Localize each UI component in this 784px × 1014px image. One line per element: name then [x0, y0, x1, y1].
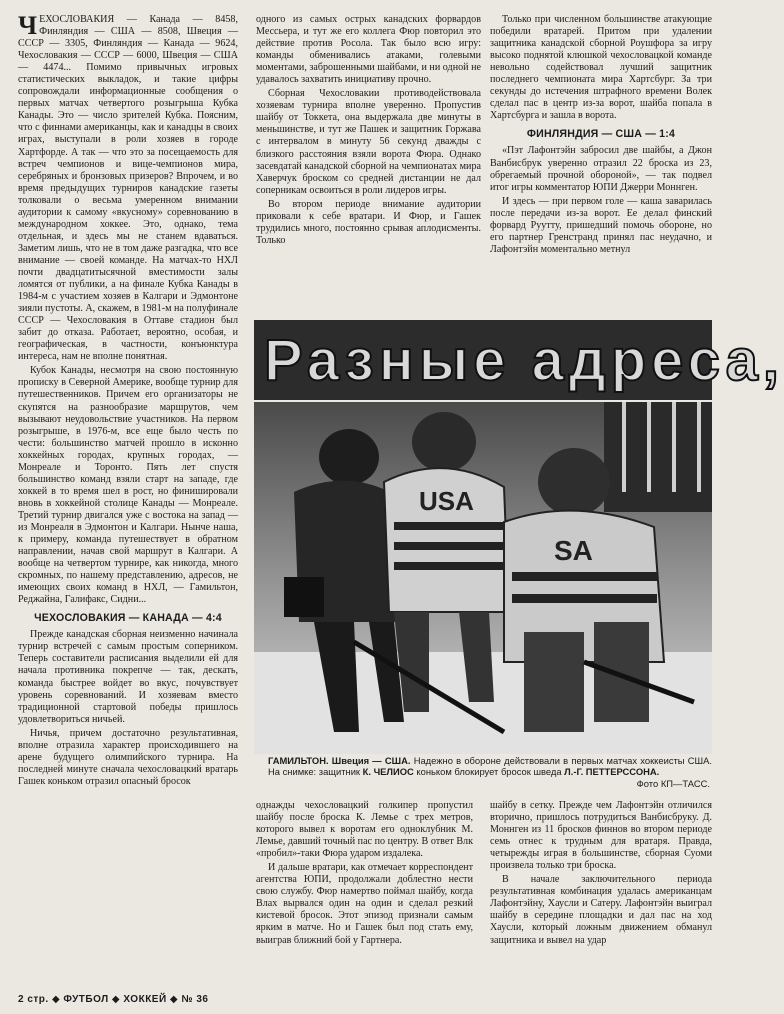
- article-column-4: [256, 800, 473, 994]
- drop-cap: Ч: [18, 11, 38, 40]
- photo-caption: [268, 756, 712, 777]
- paragraph: однажды чехословацкий голкипер пропустил шайбу после броска К. Лемье с трех метров, которого вывел к воротам его одноклубник М. Лемье, давший точный пас по центру. В ответ Влк «пробил»-таки Фюра ударом издалека.: [256, 800, 473, 860]
- paragraph: одного из самых острых канадских форвардов Мессьера, и тут же его коллега Фюр повторил это действие против Росола. Так было всю игру: команды обменивались атаками, голевыми моментами, заброшенными шайбами, и ни одной не удавалось захватить инициативу прочно.: [256, 14, 481, 86]
- caption-text: Надежно в обороне действовали в первых матчах хоккеисты США. На снимке: защитник: [268, 755, 712, 777]
- paragraph: Ничья, причем достаточно результативная, вполне отразила характер происходившего на арене будущего олимпийского турнира. На последней минуте сначала чехословацкий вратарь Гашек коньком отразил опасный бросок: [18, 727, 238, 787]
- page-footer: 2 стр. ◆ ФУТБОЛ ◆ ХОККЕЙ ◆ № 36: [18, 994, 209, 1005]
- svg-text:SA: SA: [554, 535, 593, 566]
- svg-text:USA: USA: [419, 486, 474, 516]
- paragraph: ЕХОСЛОВАКИЯ — Канада — 8458, Финляндия — США — 8508, Швеция — СССР — 3305, Финляндия — Канада — 9624, Чехословакия — СССР — 6000, Швеция — США — 4474... Помимо привычных игровых статистических выкладок, и такие цифры сопровождали информационные сообщения о первых матчах четвертого розыгрыша Кубка Канады. Это — число зрителей Кубка. Поясним, что с финнами американцы, как и канадцы в своих играх, выступали в роли хозяев в городе Хартфорде. А так — что это за посещаемость для встреч чемпионов и вице-чемпионов мира, серебряных и бронзовых призеров? Впрочем, и во время предыдущих турниров канадские газеты толковали о весьма умеренном внимании аудитории к самому «вкусному» соревнованию в международном хоккее. Это, однако, тема отдельная, и здесь мы не станем вдаваться. Заметим лишь, что не в том даже разгадка, что все внимание — своей команде. На матчах-то НХЛ почти двадцатитысячной вместимости залы ломятся от публики, а на финале Кубка Канады в 1984-м с участием хозяев в Калгари и Эдмонтоне зияли пустоты. А, скажем, в 1981-м на полуфинале СССР — Чехословакия в Оттаве стадион был забит до отказа. Работает, вероятно, особая, и географическая, в частности, конъюнктура интереса, нам не вполне понятная.: [18, 14, 238, 363]
- paragraph: В начале заключительного периода результативная комбинация удалась американцам Лафонтэйну, Хаусли и Сатеру. Лафонтэйн выиграл шайбу в середине площадки и дал пас на ход Хаусли, который ложным движением обманул защитника и вывел на удар: [490, 874, 712, 946]
- paragraph: Сборная Чехословакии противодействовала хозяевам турнира вполне уверенно. Пропустив шайбу от Токкета, она выдержала две минуты в меньшинстве, и тут же Пашек и защитник Горжава с интервалом в минуту 56 секунд дважды с близкого расстояния взяли ворота Фюра. Однако засевдатай канадской сборной на чемпионатах мира Хаверчук броском со средней дистанции не дал соперникам освоиться в роли лидеров игры.: [256, 88, 481, 196]
- hockey-photo: [254, 402, 712, 754]
- caption-text: коньком блокирует бросок шведа: [416, 765, 562, 777]
- article-column-1: [18, 11, 238, 992]
- paragraph: Кубок Канады, несмотря на свою постоянную прописку в Северной Америке, вообще турнир для путешественников. Причем его организаторы не скупятся на разнообразие маршрутов, чем вызывают неудовольствие участников. На первом розыгрыше, в 1976-м, все еще было честь по чести: большинство матчей прошло в исконно хоккейных городах, крупных городах, — Монреале и Торонто. Пять лет спустя большинство команд взяли старт на западе, где хоккей в то время шел в рост, но финишировали вновь в хоккейной столице Канады — Монреале. Третий турнир двигался уже с востока на запад — из Монреаля в Эдмонтон и Калгари. Нынче наша, к примеру, команда путешествует в обратном направлении, начав свой маршрут в Калгари. А вообще на четвертом турнире, как никогда, много скромных, по нашему представлению, адресов, не имеющих своих команд в НХЛ, — Гамильтон, Реджайна, Галифакс, Сидни...: [18, 365, 238, 606]
- section-heading: ФИНЛЯНДИЯ — США — 1:4: [526, 128, 676, 141]
- caption-name: К. ЧЕЛИОС: [362, 765, 414, 777]
- section-heading: ЧЕХОСЛОВАКИЯ — КАНАДА — 4:4: [34, 612, 222, 625]
- caption-place: ГАМИЛЬТОН. Швеция — США.: [268, 755, 411, 766]
- paragraph: И здесь — при первом голе — каша заварилась после передачи из-за ворот. Ее делал финский форвард Руутту, пришедший помочь обороне, но его партнер Гренстранд принял пас неудачно, и Лафонтэйн моментально метнул: [490, 195, 712, 255]
- article-column-5: [490, 800, 712, 994]
- article-column-2: [256, 14, 481, 322]
- headline-text: Разные адреса,: [264, 327, 784, 393]
- paragraph: Только при численном большинстве атакующие победили вратарей. Притом при удалении защитника канадской сборной Роушфора за игру высоко поднятой клюшкой чехословацкой команде невольно содействовал лучший защитник последнего чемпионата мира Хартсбург. За три секунды до истечения штрафного времени Волек сделал пас в центр из-за ворот, шайба попала в Хартсбурга и зашла в ворота.: [490, 14, 712, 122]
- caption-name: Л.-Г. ПЕТТЕРССОНА.: [564, 765, 660, 777]
- paragraph: шайбу в сетку. Прежде чем Лафонтэйн отличился вторично, пришлось потрудиться Ванбисбруку. Д. Моннген из 11 бросков финнов во втором периоде семь отнес к трудным для вратаря. Правда, четырежды играя в большинстве, сборная Суоми произвела только три броска.: [490, 800, 712, 872]
- headline-banner: [254, 320, 784, 400]
- paragraph: Во втором периоде внимание аудитории приковали к себе вратари. И Фюр, и Гашек трудились много, постоянно срывая аплодисменты. Только: [256, 198, 481, 246]
- photo-credit: Фото КП—ТАСС.: [636, 778, 710, 789]
- paragraph: «Пэт Лафонтэйн забросил две шайбы, а Джон Ванбисбрук уверенно отразил 22 броска из 23, обрегаемый прочной обороной», — так подвел итог игры комментатор ЮПИ Джерри Моннген.: [490, 145, 712, 193]
- article-column-3: [490, 14, 712, 322]
- paragraph: Прежде канадская сборная неизменно начинала турнир встречей с самым простым соперником. Теперь составители расписания выделили ей для начала противника покрепче — так, дескать, команда быстрее войдет во вкус, почувствует уровень соревнований. И хозяевам вместо традиционной стартовой победы пришлось удовлетвориться ничьей.: [18, 629, 238, 725]
- paragraph: И дальше вратари, как отмечает корреспондент агентства ЮПИ, продолжали доблестно нести свою службу. Фюр намертво поймал шайбу, когда Влах вырвался один на один и сделал резкий кистевой бросок. Этот эпизод признали самым ярким в матче. Но и Гашек был под стать ему, выиграв ближний бой у Гартнера.: [256, 862, 473, 946]
